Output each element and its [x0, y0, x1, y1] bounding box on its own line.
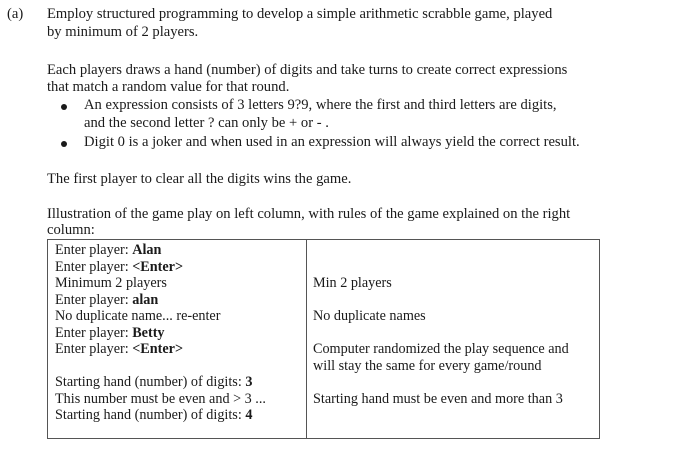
left-row-8: Starting hand (number) of digits: 3 — [55, 374, 253, 390]
left-row-4: Enter player: alan — [55, 291, 159, 308]
right-row-4: will stay the same for every game/round — [313, 357, 542, 374]
left-row-5: No duplicate name... re-enter — [55, 308, 221, 324]
right-row-2: No duplicate names — [313, 308, 426, 324]
illustration-line-1: Illustration of the game play on left column, with rules of the game explained on the right — [47, 206, 571, 222]
left-row-7: Enter player: <Enter> — [55, 341, 184, 357]
left-row-2: Enter player: <Enter> — [55, 258, 184, 275]
win-rule: The first player to clear all the digits wins the game. — [47, 171, 352, 187]
gameplay-table — [47, 239, 600, 439]
bullet-dot-1 — [61, 104, 67, 110]
bullet-2-line-1: Digit 0 is a joker and when used in an expression will always yield the correct result. — [84, 134, 580, 150]
illustration-line-2: column: — [47, 222, 95, 238]
left-row-9: This number must be even and > 3 ... — [55, 390, 266, 407]
left-row-1: Enter player: Alan — [55, 242, 162, 258]
right-row-3: Computer randomized the play sequence and — [313, 341, 569, 357]
left-row-3: Minimum 2 players — [55, 275, 167, 291]
right-row-5: Starting hand must be even and more than 3 — [313, 390, 563, 407]
paragraph-line-2: that match a random value for that round. — [47, 79, 290, 95]
question-label: (a) — [7, 6, 24, 22]
left-row-10: Starting hand (number) of digits: 4 — [55, 407, 253, 423]
bullet-1-line-2: and the second letter ? can only be + or - . — [84, 115, 329, 131]
intro-line-1: Employ structured programming to develop a simple arithmetic scrabble game, played — [47, 6, 553, 22]
bullet-dot-2 — [61, 141, 67, 147]
bullet-1-line-1: An expression consists of 3 letters 9?9, where the first and third letters are digits, — [84, 97, 557, 113]
left-row-6: Enter player: Betty — [55, 324, 165, 341]
paragraph-line-1: Each players draws a hand (number) of digits and take turns to create correct expressions — [47, 62, 568, 78]
intro-line-2: by minimum of 2 players. — [47, 24, 199, 40]
right-row-1: Min 2 players — [313, 275, 392, 291]
table-column-divider — [306, 240, 307, 438]
